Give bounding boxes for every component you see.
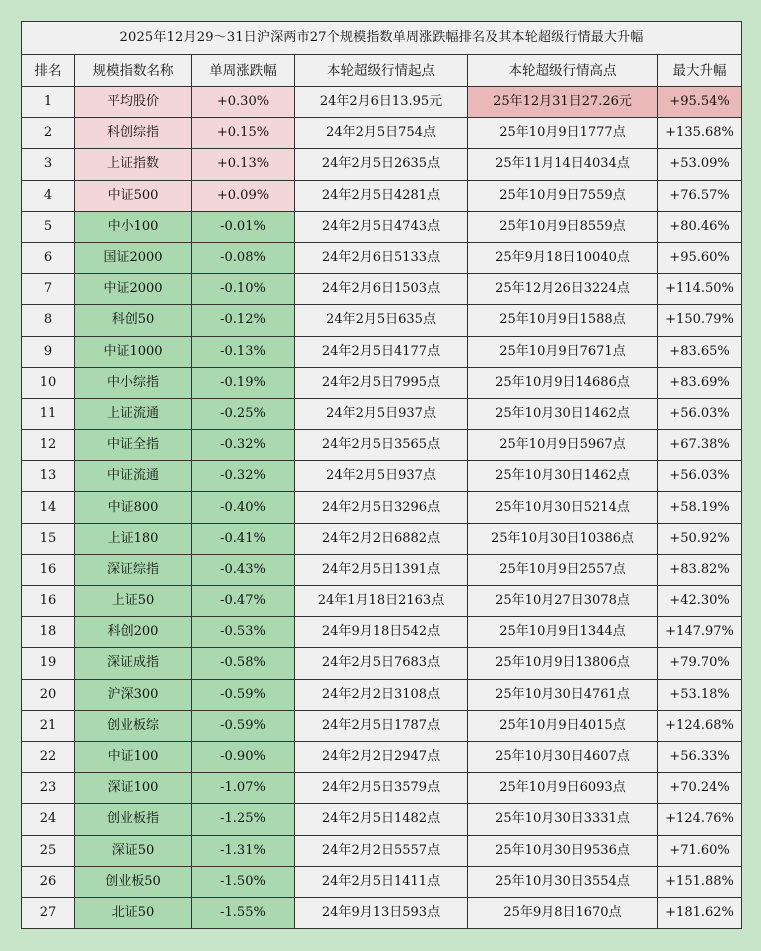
table-row <box>22 835 742 866</box>
table-row <box>22 398 742 429</box>
cell-rally-start: 24年2月5日754点 <box>295 118 468 149</box>
cell-rank: 15 <box>22 523 75 554</box>
cell-rank: 2 <box>22 118 75 149</box>
cell-rally-high: 25年10月9日1344点 <box>468 617 658 648</box>
cell-weekly-change: -1.55% <box>192 897 295 928</box>
cell-rank: 21 <box>22 710 75 741</box>
table-frame <box>21 21 741 929</box>
cell-max-rise: +56.33% <box>658 741 742 772</box>
cell-weekly-change: -0.25% <box>192 398 295 429</box>
cell-index-name: 沪深300 <box>75 679 192 710</box>
cell-rally-high: 25年10月30日9536点 <box>468 835 658 866</box>
table-row <box>22 679 742 710</box>
cell-index-name: 上证50 <box>75 586 192 617</box>
cell-max-rise: +56.03% <box>658 398 742 429</box>
cell-max-rise: +70.24% <box>658 773 742 804</box>
cell-weekly-change: -0.90% <box>192 741 295 772</box>
cell-weekly-change: -0.08% <box>192 242 295 273</box>
cell-rally-start: 24年2月2日6882点 <box>295 523 468 554</box>
cell-max-rise: +53.18% <box>658 679 742 710</box>
cell-index-name: 中小100 <box>75 211 192 242</box>
cell-max-rise: +76.57% <box>658 180 742 211</box>
cell-rank: 13 <box>22 461 75 492</box>
table-row <box>22 897 742 928</box>
cell-rally-start: 24年2月6日13.95元 <box>295 87 468 118</box>
cell-index-name: 深证50 <box>75 835 192 866</box>
cell-max-rise: +147.97% <box>658 617 742 648</box>
cell-rank: 12 <box>22 430 75 461</box>
cell-max-rise: +151.88% <box>658 866 742 897</box>
cell-rally-start: 24年2月2日3108点 <box>295 679 468 710</box>
cell-max-rise: +124.68% <box>658 710 742 741</box>
table-row <box>22 87 742 118</box>
cell-rally-high: 25年10月9日5967点 <box>468 430 658 461</box>
cell-rank: 4 <box>22 180 75 211</box>
cell-rally-high: 25年10月30日1462点 <box>468 461 658 492</box>
column-header-rally-start: 本轮超级行情起点 <box>295 55 468 87</box>
table-row <box>22 804 742 835</box>
cell-rank: 8 <box>22 305 75 336</box>
table-row <box>22 710 742 741</box>
cell-index-name: 深证综指 <box>75 554 192 585</box>
cell-rally-high: 25年10月30日3331点 <box>468 804 658 835</box>
cell-rally-high: 25年10月9日7559点 <box>468 180 658 211</box>
cell-index-name: 上证流通 <box>75 398 192 429</box>
column-header-max-rise: 最大升幅 <box>658 55 742 87</box>
cell-max-rise: +83.69% <box>658 367 742 398</box>
cell-rank: 6 <box>22 242 75 273</box>
cell-index-name: 中证2000 <box>75 274 192 305</box>
cell-weekly-change: -0.32% <box>192 461 295 492</box>
cell-weekly-change: +0.13% <box>192 149 295 180</box>
cell-rally-start: 24年2月2日2947点 <box>295 741 468 772</box>
cell-weekly-change: +0.30% <box>192 87 295 118</box>
cell-rally-high: 25年10月9日7671点 <box>468 336 658 367</box>
cell-weekly-change: +0.15% <box>192 118 295 149</box>
cell-rank: 9 <box>22 336 75 367</box>
table-row <box>22 648 742 679</box>
cell-index-name: 深证成指 <box>75 648 192 679</box>
cell-index-name: 科创综指 <box>75 118 192 149</box>
cell-weekly-change: -0.59% <box>192 710 295 741</box>
cell-weekly-change: -0.19% <box>192 367 295 398</box>
cell-weekly-change: -0.10% <box>192 274 295 305</box>
table-row <box>22 866 742 897</box>
cell-rally-start: 24年2月5日3296点 <box>295 492 468 523</box>
cell-rally-start: 24年1月18日2163点 <box>295 586 468 617</box>
cell-rally-high: 25年10月30日5214点 <box>468 492 658 523</box>
cell-weekly-change: +0.09% <box>192 180 295 211</box>
cell-weekly-change: -0.40% <box>192 492 295 523</box>
table-body <box>22 87 742 929</box>
cell-rally-start: 24年2月5日1391点 <box>295 554 468 585</box>
cell-max-rise: +114.50% <box>658 274 742 305</box>
cell-rank: 23 <box>22 773 75 804</box>
cell-rally-start: 24年2月5日7683点 <box>295 648 468 679</box>
cell-index-name: 中证1000 <box>75 336 192 367</box>
cell-max-rise: +95.60% <box>658 242 742 273</box>
table-row <box>22 617 742 648</box>
cell-weekly-change: -0.58% <box>192 648 295 679</box>
cell-index-name: 上证指数 <box>75 149 192 180</box>
cell-weekly-change: -0.32% <box>192 430 295 461</box>
cell-index-name: 创业板50 <box>75 866 192 897</box>
cell-rally-start: 24年2月2日5557点 <box>295 835 468 866</box>
cell-rank: 18 <box>22 617 75 648</box>
cell-max-rise: +181.62% <box>658 897 742 928</box>
cell-index-name: 中证100 <box>75 741 192 772</box>
table-row <box>22 274 742 305</box>
cell-rank: 11 <box>22 398 75 429</box>
table-row <box>22 336 742 367</box>
table-row <box>22 773 742 804</box>
table-row <box>22 149 742 180</box>
cell-index-name: 科创50 <box>75 305 192 336</box>
cell-rally-start: 24年2月5日3565点 <box>295 430 468 461</box>
cell-max-rise: +42.30% <box>658 586 742 617</box>
cell-rally-high: 25年10月9日1777点 <box>468 118 658 149</box>
table-row <box>22 554 742 585</box>
cell-rank: 7 <box>22 274 75 305</box>
cell-rally-start: 24年9月13日593点 <box>295 897 468 928</box>
cell-max-rise: +58.19% <box>658 492 742 523</box>
ranking-table <box>21 21 742 929</box>
table-row <box>22 242 742 273</box>
cell-max-rise: +135.68% <box>658 118 742 149</box>
cell-index-name: 创业板指 <box>75 804 192 835</box>
cell-index-name: 中证500 <box>75 180 192 211</box>
cell-rally-high: 25年10月30日10386点 <box>468 523 658 554</box>
cell-max-rise: +56.03% <box>658 461 742 492</box>
cell-rally-high: 25年10月30日4607点 <box>468 741 658 772</box>
cell-rally-high: 25年10月9日14686点 <box>468 367 658 398</box>
cell-index-name: 中证全指 <box>75 430 192 461</box>
cell-max-rise: +71.60% <box>658 835 742 866</box>
cell-rally-high: 25年10月9日1588点 <box>468 305 658 336</box>
cell-rally-high: 25年11月14日4034点 <box>468 149 658 180</box>
cell-weekly-change: -0.12% <box>192 305 295 336</box>
cell-weekly-change: -1.50% <box>192 866 295 897</box>
cell-rally-high: 25年10月9日4015点 <box>468 710 658 741</box>
cell-rally-start: 24年2月5日7995点 <box>295 367 468 398</box>
table-row <box>22 492 742 523</box>
cell-rally-high: 25年10月9日2557点 <box>468 554 658 585</box>
cell-weekly-change: -0.41% <box>192 523 295 554</box>
header-row <box>22 55 742 87</box>
cell-weekly-change: -0.43% <box>192 554 295 585</box>
cell-index-name: 创业板综 <box>75 710 192 741</box>
table-row <box>22 180 742 211</box>
cell-max-rise: +83.82% <box>658 554 742 585</box>
cell-rally-high: 25年9月18日10040点 <box>468 242 658 273</box>
cell-max-rise: +79.70% <box>658 648 742 679</box>
cell-rally-start: 24年2月5日4743点 <box>295 211 468 242</box>
cell-index-name: 平均股价 <box>75 87 192 118</box>
cell-rank: 24 <box>22 804 75 835</box>
cell-rally-start: 24年9月18日542点 <box>295 617 468 648</box>
cell-rally-high: 25年10月27日3078点 <box>468 586 658 617</box>
cell-max-rise: +50.92% <box>658 523 742 554</box>
cell-rally-high: 25年10月9日6093点 <box>468 773 658 804</box>
cell-rally-start: 24年2月5日3579点 <box>295 773 468 804</box>
column-header-index-name: 规模指数名称 <box>75 55 192 87</box>
cell-rally-start: 24年2月5日1787点 <box>295 710 468 741</box>
cell-max-rise: +150.79% <box>658 305 742 336</box>
cell-rally-high: 25年9月8日1670点 <box>468 897 658 928</box>
cell-rank: 27 <box>22 897 75 928</box>
cell-rank: 26 <box>22 866 75 897</box>
cell-weekly-change: -0.59% <box>192 679 295 710</box>
cell-rally-start: 24年2月5日937点 <box>295 398 468 429</box>
cell-rally-high: 25年10月9日8559点 <box>468 211 658 242</box>
cell-rank: 19 <box>22 648 75 679</box>
cell-index-name: 中证流通 <box>75 461 192 492</box>
table-title: 2025年12月29～31日沪深两市27个规模指数单周涨跌幅排名及其本轮超级行情最大升幅 <box>22 22 742 55</box>
cell-rally-start: 24年2月5日2635点 <box>295 149 468 180</box>
cell-weekly-change: -1.07% <box>192 773 295 804</box>
cell-rank: 10 <box>22 367 75 398</box>
cell-index-name: 北证50 <box>75 897 192 928</box>
cell-index-name: 国证2000 <box>75 242 192 273</box>
cell-rally-start: 24年2月5日1482点 <box>295 804 468 835</box>
table-row <box>22 741 742 772</box>
cell-index-name: 中证800 <box>75 492 192 523</box>
cell-weekly-change: -1.31% <box>192 835 295 866</box>
cell-rally-start: 24年2月5日1411点 <box>295 866 468 897</box>
cell-rank: 16 <box>22 586 75 617</box>
table-row <box>22 461 742 492</box>
cell-max-rise: +95.54% <box>658 87 742 118</box>
column-header-rank: 排名 <box>22 55 75 87</box>
cell-rally-high: 25年10月30日1462点 <box>468 398 658 429</box>
cell-rally-start: 24年2月6日1503点 <box>295 274 468 305</box>
cell-weekly-change: -0.01% <box>192 211 295 242</box>
cell-rank: 14 <box>22 492 75 523</box>
cell-max-rise: +83.65% <box>658 336 742 367</box>
cell-rally-high: 25年10月30日3554点 <box>468 866 658 897</box>
cell-rally-high: 25年10月30日4761点 <box>468 679 658 710</box>
table-row <box>22 523 742 554</box>
cell-rally-start: 24年2月5日4281点 <box>295 180 468 211</box>
cell-rank: 22 <box>22 741 75 772</box>
cell-weekly-change: -1.25% <box>192 804 295 835</box>
cell-rally-start: 24年2月6日5133点 <box>295 242 468 273</box>
cell-rally-start: 24年2月5日4177点 <box>295 336 468 367</box>
cell-rank: 25 <box>22 835 75 866</box>
cell-rally-high: 25年10月9日13806点 <box>468 648 658 679</box>
cell-index-name: 深证100 <box>75 773 192 804</box>
cell-index-name: 科创200 <box>75 617 192 648</box>
cell-weekly-change: -0.47% <box>192 586 295 617</box>
table-row <box>22 305 742 336</box>
cell-rally-high: 25年12月26日3224点 <box>468 274 658 305</box>
column-header-weekly-change: 单周涨跌幅 <box>192 55 295 87</box>
cell-index-name: 中小综指 <box>75 367 192 398</box>
table-row <box>22 118 742 149</box>
cell-weekly-change: -0.53% <box>192 617 295 648</box>
cell-rally-high: 25年12月31日27.26元 <box>468 87 658 118</box>
cell-max-rise: +80.46% <box>658 211 742 242</box>
cell-rank: 1 <box>22 87 75 118</box>
cell-index-name: 上证180 <box>75 523 192 554</box>
cell-rally-start: 24年2月5日635点 <box>295 305 468 336</box>
column-header-rally-high: 本轮超级行情高点 <box>468 55 658 87</box>
table-row <box>22 586 742 617</box>
cell-rank: 16 <box>22 554 75 585</box>
cell-max-rise: +53.09% <box>658 149 742 180</box>
table-row <box>22 430 742 461</box>
table-row <box>22 367 742 398</box>
cell-rank: 3 <box>22 149 75 180</box>
cell-max-rise: +67.38% <box>658 430 742 461</box>
cell-weekly-change: -0.13% <box>192 336 295 367</box>
cell-max-rise: +124.76% <box>658 804 742 835</box>
table-row <box>22 211 742 242</box>
cell-rally-start: 24年2月5日937点 <box>295 461 468 492</box>
cell-rank: 20 <box>22 679 75 710</box>
cell-rank: 5 <box>22 211 75 242</box>
